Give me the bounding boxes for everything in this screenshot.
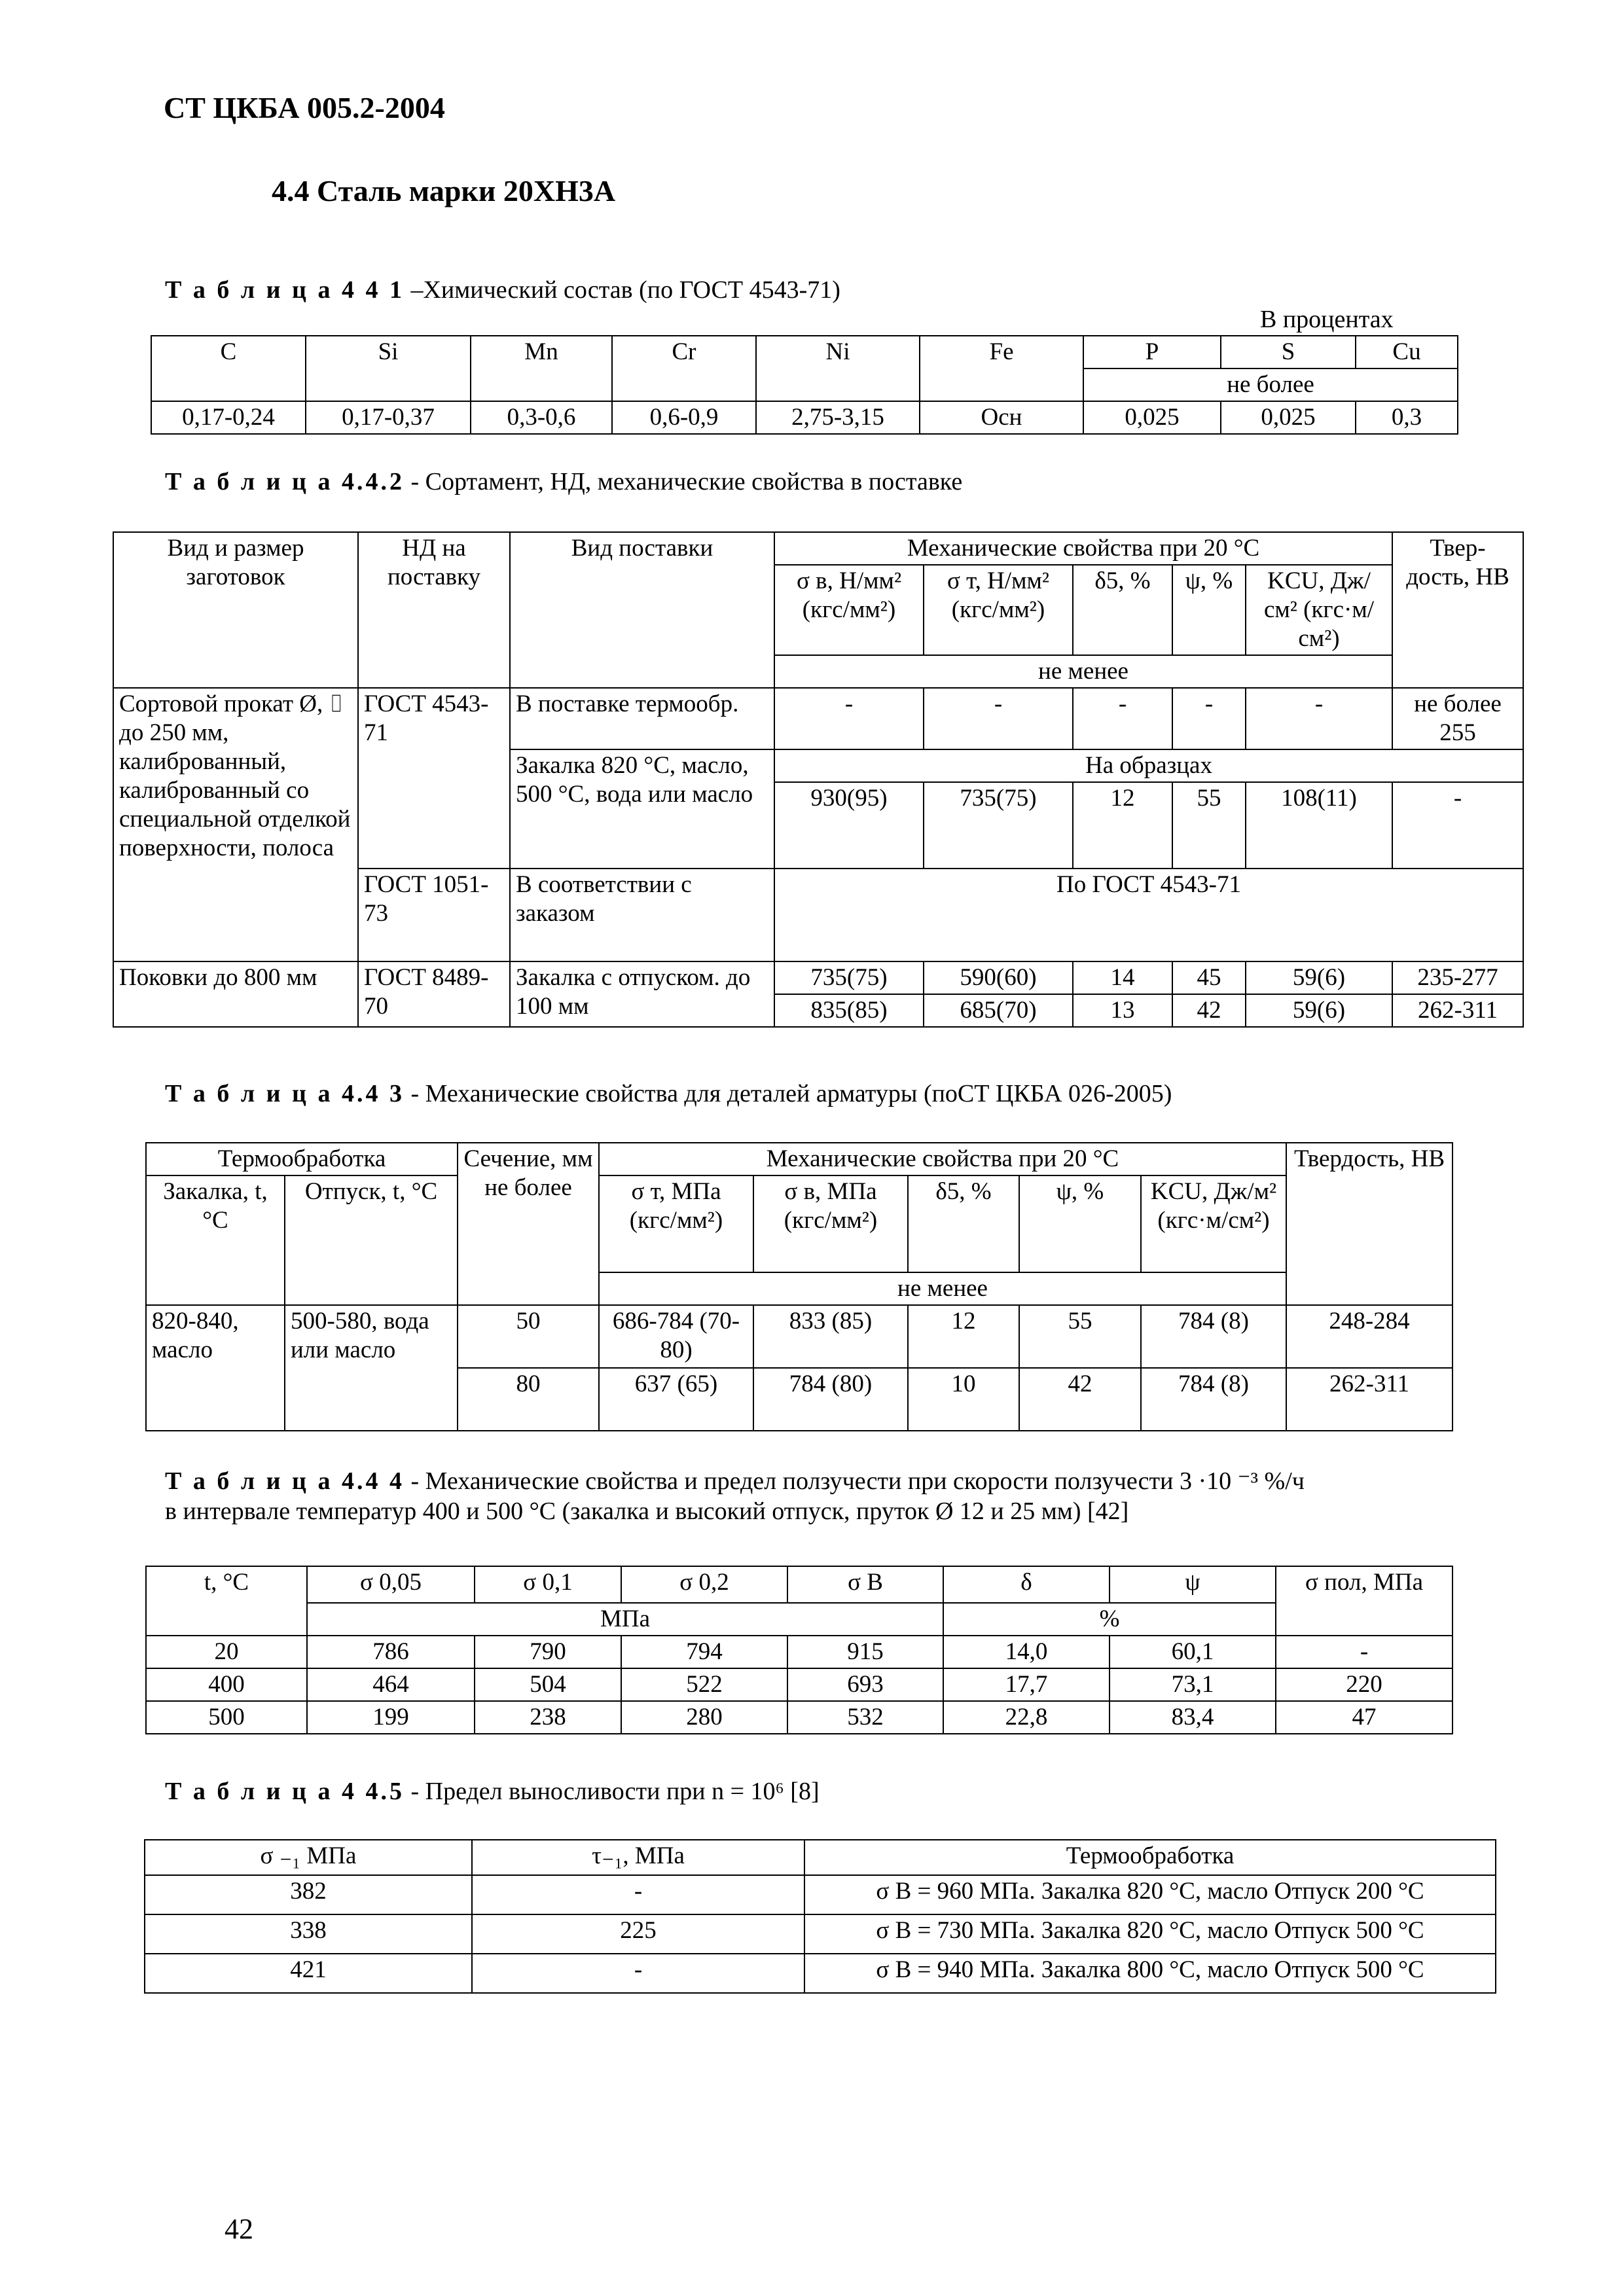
table-header-row xyxy=(146,1143,1453,1175)
header-cell: Механические свойства при 20 °С xyxy=(774,532,1392,565)
header-cell: Si xyxy=(306,336,471,401)
caption-text: - Предел выносливости при n = 10⁶ [8] xyxy=(404,1778,820,1805)
table-cell: 686-784 (70-80) xyxy=(599,1305,753,1368)
header-cell: σ В xyxy=(787,1566,943,1603)
table-cell: 835(85) xyxy=(774,994,924,1027)
fittings-properties-table xyxy=(145,1142,1453,1431)
table-cell: 784 (80) xyxy=(753,1368,908,1431)
header-cell: S xyxy=(1221,336,1356,368)
table-cell: 833 (85) xyxy=(753,1305,908,1368)
table-header-row xyxy=(146,1175,1453,1272)
header-cell: Термообработка xyxy=(804,1840,1496,1875)
table-cell: σ В = 960 МПа. Закалка 820 °С, масло Отпуск 200 °С xyxy=(804,1875,1496,1914)
table-cell: 262-311 xyxy=(1392,994,1523,1027)
table-cell: 820-840, масло xyxy=(146,1305,285,1431)
header-cell: Fe xyxy=(920,336,1083,401)
table-cell: 0,025 xyxy=(1083,401,1221,434)
table-cell: 338 xyxy=(145,1914,472,1954)
header-cell: σ т, МПа (кгс/мм²) xyxy=(599,1175,753,1272)
table-cell: 17,7 xyxy=(943,1668,1110,1701)
table-cell: 532 xyxy=(787,1701,943,1734)
section-title: 4.4 Сталь марки 20ХН3А xyxy=(272,174,616,207)
table-cell: 504 xyxy=(475,1668,621,1701)
table-cell: 735(75) xyxy=(924,782,1073,869)
table-444-caption xyxy=(165,1466,1305,1526)
header-cell: НД на поставку xyxy=(358,532,510,688)
caption-lead: Т а б л и ц а 4.4 3 xyxy=(165,1080,405,1107)
table-cell: Закалка 820 °С, масло, 500 °С, вода или масло xyxy=(510,749,774,869)
table-cell: 14,0 xyxy=(943,1636,1110,1668)
table-cell: 80 xyxy=(458,1368,599,1431)
header-cell: σ 0,2 xyxy=(621,1566,787,1603)
table-header-row xyxy=(151,336,1458,368)
table-cell: Закалка с отпуском. до 100 мм xyxy=(510,961,774,1027)
table-cell: σ В = 730 МПа. Закалка 820 °С, масло Отпуск 500 °С xyxy=(804,1914,1496,1954)
header-cell: C xyxy=(151,336,306,401)
table-cell: 14 xyxy=(1073,961,1172,994)
table-cell: 108(11) xyxy=(1246,782,1392,869)
header-cell: σ 0,1 xyxy=(475,1566,621,1603)
assortment-table xyxy=(113,531,1524,1028)
table-cell: 522 xyxy=(621,1668,787,1701)
table-442-caption xyxy=(165,467,962,497)
table-row xyxy=(113,688,1523,749)
table-cell: 225 xyxy=(472,1914,804,1954)
table-cell: 248-284 xyxy=(1286,1305,1453,1368)
table-cell: Сортовой прокат Ø, ⌷ до 250 мм, калиброванный, калиброванный со специальной отделкой поверхности, полоса xyxy=(113,688,358,961)
table-row xyxy=(146,1305,1453,1368)
table-cell: - xyxy=(472,1875,804,1914)
header-cell: МПа xyxy=(307,1603,943,1636)
table-cell: 784 (8) xyxy=(1141,1368,1286,1431)
header-cell: P xyxy=(1083,336,1221,368)
header-cell: ψ, % xyxy=(1019,1175,1141,1272)
table-443-caption xyxy=(165,1079,1172,1109)
table-header-row xyxy=(146,1566,1453,1603)
header-cell: Закалка, t, °С xyxy=(146,1175,285,1305)
header-cell: Ni xyxy=(756,336,920,401)
table-cell: 0,17-0,37 xyxy=(306,401,471,434)
table-row xyxy=(145,1875,1496,1914)
table-445-caption xyxy=(165,1776,820,1806)
header-cell: Cr xyxy=(612,336,756,401)
document-code: СТ ЦКБА 005.2-2004 xyxy=(164,91,445,124)
table-cell: 0,3 xyxy=(1356,401,1458,434)
table-row xyxy=(145,1914,1496,1954)
page-number: 42 xyxy=(225,2213,253,2245)
table-cell: 382 xyxy=(145,1875,472,1914)
table-cell: 464 xyxy=(307,1668,475,1701)
header-cell: Mn xyxy=(471,336,612,401)
header-cell: σ ₋₁ МПа xyxy=(145,1840,472,1875)
table-cell: 235-277 xyxy=(1392,961,1523,994)
table-cell: 20 xyxy=(146,1636,307,1668)
header-cell: σ пол, МПа xyxy=(1276,1566,1453,1636)
table-cell: 60,1 xyxy=(1110,1636,1276,1668)
table-cell: 794 xyxy=(621,1636,787,1668)
table-cell: 42 xyxy=(1172,994,1246,1027)
caption-lead: Т а б л и ц а 4 4 1 xyxy=(165,276,405,304)
table-cell: ГОСТ 4543-71 xyxy=(358,688,510,869)
table-cell: В соответствии с заказом xyxy=(510,869,774,961)
table-cell: 500 xyxy=(146,1701,307,1734)
table-cell: 786 xyxy=(307,1636,475,1668)
table-cell: 637 (65) xyxy=(599,1368,753,1431)
table-cell: 930(95) xyxy=(774,782,924,869)
caption-lead: Т а б л и ц а 4 4.5 xyxy=(165,1778,405,1805)
header-cell: Сечение, мм не более xyxy=(458,1143,599,1305)
table-cell: 13 xyxy=(1073,994,1172,1027)
subheader-cell: не менее xyxy=(774,655,1392,688)
caption-lead: Т а б л и ц а 4.4 4 xyxy=(165,1467,405,1495)
header-cell: σ в, Н/мм² (кгс/мм²) xyxy=(774,565,924,655)
table-cell: - xyxy=(1246,688,1392,749)
table-cell: - xyxy=(774,688,924,749)
table-cell: По ГОСТ 4543-71 xyxy=(774,869,1523,961)
chemical-composition-table xyxy=(151,335,1458,435)
table-cell: 199 xyxy=(307,1701,475,1734)
table-cell: 0,3-0,6 xyxy=(471,401,612,434)
table-cell: 50 xyxy=(458,1305,599,1368)
header-cell: σ т, Н/мм² (кгс/мм²) xyxy=(924,565,1073,655)
header-cell: δ xyxy=(943,1566,1110,1603)
table-row xyxy=(146,1701,1453,1734)
header-cell: τ₋₁, МПа xyxy=(472,1840,804,1875)
subheader-cell: не менее xyxy=(599,1272,1286,1305)
table-cell: 55 xyxy=(1172,782,1246,869)
table-cell: Осн xyxy=(920,401,1083,434)
header-cell: σ 0,05 xyxy=(307,1566,475,1603)
unit-note: В процентах xyxy=(1260,306,1394,333)
table-cell: - xyxy=(924,688,1073,749)
table-cell: 73,1 xyxy=(1110,1668,1276,1701)
header-cell: Твердость, НВ xyxy=(1286,1143,1453,1305)
table-cell: 735(75) xyxy=(774,961,924,994)
table-cell: 83,4 xyxy=(1110,1701,1276,1734)
caption-text: –Химический состав (по ГОСТ 4543-71) xyxy=(404,276,840,304)
table-cell: - xyxy=(1172,688,1246,749)
caption-line-1 xyxy=(165,1466,1305,1496)
table-cell: 693 xyxy=(787,1668,943,1701)
header-cell: Механические свойства при 20 °С xyxy=(599,1143,1286,1175)
header-cell: Вид поставки xyxy=(510,532,774,688)
table-cell: 47 xyxy=(1276,1701,1453,1734)
table-cell: 280 xyxy=(621,1701,787,1734)
table-cell: 500-580, вода или масло xyxy=(285,1305,458,1431)
table-header-row xyxy=(145,1840,1496,1875)
caption-line-2: в интервале температур 400 и 500 °С (закалка и высокий отпуск, пруток Ø 12 и 25 мм) [42] xyxy=(165,1498,1129,1525)
header-cell: σ в, МПа (кгс/мм²) xyxy=(753,1175,908,1272)
table-cell: - xyxy=(472,1954,804,1993)
table-cell: ГОСТ 8489-70 xyxy=(358,961,510,1027)
table-cell: 220 xyxy=(1276,1668,1453,1701)
table-cell: На образцах xyxy=(774,749,1523,782)
table-441-caption xyxy=(165,275,840,305)
table-row xyxy=(113,961,1523,994)
table-row xyxy=(146,1636,1453,1668)
table-row xyxy=(146,1668,1453,1701)
header-cell: δ5, % xyxy=(1073,565,1172,655)
table-cell: 238 xyxy=(475,1701,621,1734)
table-cell: 790 xyxy=(475,1636,621,1668)
header-cell: t, °С xyxy=(146,1566,307,1636)
table-cell: 12 xyxy=(1073,782,1172,869)
header-cell: KCU, Дж/м² (кгс·м/см²) xyxy=(1141,1175,1286,1272)
table-cell: σ В = 940 МПа. Закалка 800 °С, масло Отпуск 500 °С xyxy=(804,1954,1496,1993)
table-cell: В поставке термообр. xyxy=(510,688,774,749)
table-cell: 421 xyxy=(145,1954,472,1993)
table-cell: Поковки до 800 мм xyxy=(113,961,358,1027)
header-cell: Твер-дость, НВ xyxy=(1392,532,1523,688)
table-cell: 784 (8) xyxy=(1141,1305,1286,1368)
table-row xyxy=(151,401,1458,434)
header-cell: δ5, % xyxy=(908,1175,1019,1272)
table-cell: 262-311 xyxy=(1286,1368,1453,1431)
caption-text: - Механические свойства для деталей арматуры (поСТ ЦКБА 026-2005) xyxy=(404,1080,1172,1107)
creep-properties-table xyxy=(145,1566,1453,1734)
table-cell: не более 255 xyxy=(1392,688,1523,749)
table-cell: 45 xyxy=(1172,961,1246,994)
table-cell: 55 xyxy=(1019,1305,1141,1368)
table-cell: 59(6) xyxy=(1246,994,1392,1027)
header-cell: Термообработка xyxy=(146,1143,458,1175)
table-cell: - xyxy=(1276,1636,1453,1668)
caption-text: - Сортамент, НД, механические свойства в поставке xyxy=(404,468,963,495)
table-cell: 42 xyxy=(1019,1368,1141,1431)
table-cell: 685(70) xyxy=(924,994,1073,1027)
table-cell: 22,8 xyxy=(943,1701,1110,1734)
table-cell: 0,6-0,9 xyxy=(612,401,756,434)
table-header-row xyxy=(113,532,1523,565)
endurance-limit-table xyxy=(144,1839,1496,1994)
header-cell: ψ, % xyxy=(1172,565,1246,655)
table-cell: 59(6) xyxy=(1246,961,1392,994)
header-cell: Вид и размер заготовок xyxy=(113,532,358,688)
table-cell: 0,025 xyxy=(1221,401,1356,434)
table-row xyxy=(145,1954,1496,1993)
table-cell: 10 xyxy=(908,1368,1019,1431)
caption-lead: Т а б л и ц а 4.4.2 xyxy=(165,468,405,495)
table-cell: 2,75-3,15 xyxy=(756,401,920,434)
table-cell: 590(60) xyxy=(924,961,1073,994)
table-cell: 12 xyxy=(908,1305,1019,1368)
table-cell: - xyxy=(1073,688,1172,749)
table-cell: ГОСТ 1051-73 xyxy=(358,869,510,961)
header-cell: Cu xyxy=(1356,336,1458,368)
table-cell: 0,17-0,24 xyxy=(151,401,306,434)
header-cell: KCU, Дж/см² (кгс·м/см²) xyxy=(1246,565,1392,655)
table-cell: 400 xyxy=(146,1668,307,1701)
subheader-cell: не более xyxy=(1083,368,1458,401)
header-cell: % xyxy=(943,1603,1276,1636)
header-cell: Отпуск, t, °С xyxy=(285,1175,458,1305)
table-header-row xyxy=(146,1603,1453,1636)
header-cell: ψ xyxy=(1110,1566,1276,1603)
table-cell: 915 xyxy=(787,1636,943,1668)
caption-text: - Механические свойства и предел ползучести при скорости ползучести 3 ·10 ⁻³ %/ч xyxy=(404,1467,1305,1495)
table-cell: - xyxy=(1392,782,1523,869)
